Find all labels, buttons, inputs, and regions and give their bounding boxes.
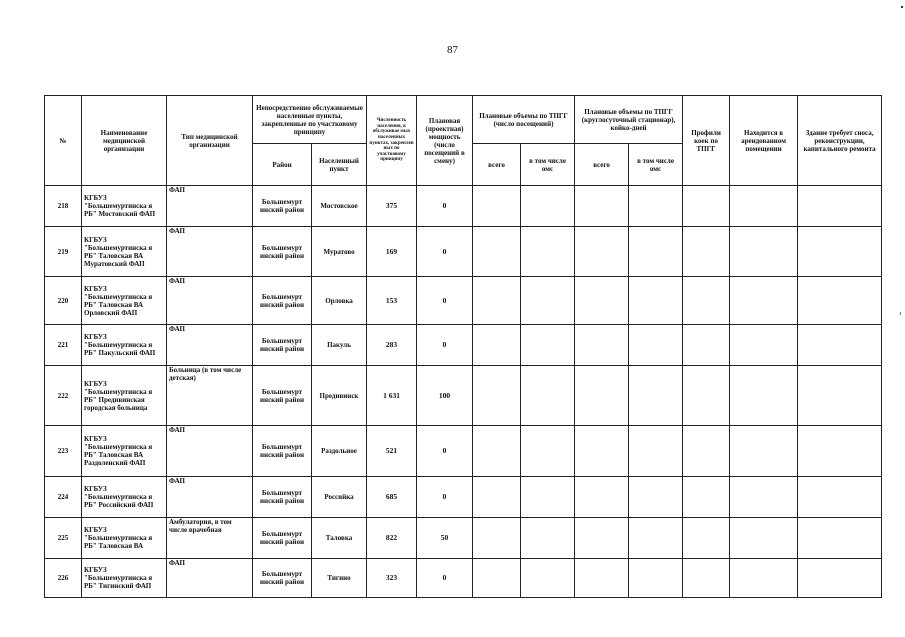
org-type: ФАП: [167, 227, 253, 277]
population: 375: [367, 186, 417, 227]
beds-cell: [683, 325, 730, 366]
hospital-total-cell: [575, 186, 629, 227]
visits-total-cell: [473, 227, 521, 277]
district: Большемурт инский район: [253, 186, 312, 227]
settlement: Раздольное: [312, 426, 367, 477]
capacity: 50: [417, 518, 473, 559]
population: 323: [367, 559, 417, 598]
capacity: 0: [417, 227, 473, 277]
hospital-total-cell: [575, 366, 629, 426]
table-row: [45, 325, 882, 366]
rented-cell: [730, 426, 798, 477]
header-org: Наименование медицинской организации: [82, 96, 167, 186]
row-number: 225: [45, 518, 82, 559]
org-type: ФАП: [167, 186, 253, 227]
table-row: [45, 477, 882, 518]
header-rented: Находится в арендованном помещении: [730, 96, 798, 186]
hospital-oms-cell: [629, 518, 683, 559]
district: Большемурт инский район: [253, 426, 312, 477]
org-type: ФАП: [167, 559, 253, 598]
org-name: КГБУЗ "Большемуртинска я РБ" Таловская ВА Муратовский ФАП: [82, 227, 167, 277]
header-hospital-oms: в том числе омс: [629, 144, 683, 186]
population: 685: [367, 477, 417, 518]
header-visits: Плановые объемы по ТПГГ (число посещений): [473, 96, 575, 144]
hospital-oms-cell: [629, 186, 683, 227]
org-type: Больница (в том числе детская): [167, 366, 253, 426]
hospital-total-cell: [575, 426, 629, 477]
repair-cell: [798, 325, 882, 366]
org-type: ФАП: [167, 477, 253, 518]
row-number: 226: [45, 559, 82, 598]
visits-oms-cell: [521, 426, 575, 477]
hospital-total-cell: [575, 277, 629, 325]
table-row: [45, 426, 882, 477]
visits-oms-cell: [521, 559, 575, 598]
org-name: КГБУЗ "Большемуртинска я РБ" Таловская ВА: [82, 518, 167, 559]
settlement: Орловка: [312, 277, 367, 325]
district: Большемурт инский район: [253, 277, 312, 325]
header-capacity: Плановая (проектная) мощность (число посещений в смену): [417, 96, 473, 186]
visits-total-cell: [473, 325, 521, 366]
repair-cell: [798, 227, 882, 277]
beds-cell: [683, 227, 730, 277]
row-number: 224: [45, 477, 82, 518]
scan-mark: [901, 6, 903, 8]
table-row: [45, 559, 882, 598]
district: Большемурт инский район: [253, 325, 312, 366]
facilities-table: [44, 95, 882, 598]
repair-cell: [798, 426, 882, 477]
table-row: [45, 277, 882, 325]
row-number: 218: [45, 186, 82, 227]
hospital-oms-cell: [629, 277, 683, 325]
settlement: Таловка: [312, 518, 367, 559]
visits-oms-cell: [521, 325, 575, 366]
settlement: Тигино: [312, 559, 367, 598]
org-name: КГБУЗ "Большемуртинска я РБ" Таловская ВА Раздоленский ФАП: [82, 426, 167, 477]
visits-total-cell: [473, 366, 521, 426]
population: 169: [367, 227, 417, 277]
settlement: Мостовское: [312, 186, 367, 227]
beds-cell: [683, 518, 730, 559]
hospital-oms-cell: [629, 559, 683, 598]
header-district: Район: [253, 144, 312, 186]
repair-cell: [798, 477, 882, 518]
hospital-total-cell: [575, 518, 629, 559]
row-number: 222: [45, 366, 82, 426]
visits-oms-cell: [521, 477, 575, 518]
district: Большемурт инский район: [253, 559, 312, 598]
settlement: Муратово: [312, 227, 367, 277]
visits-total-cell: [473, 559, 521, 598]
visits-oms-cell: [521, 277, 575, 325]
header-repair: Здание требует сноса, реконструкции, капитального ремонта: [798, 96, 882, 186]
table-row: [45, 366, 882, 426]
visits-total-cell: [473, 426, 521, 477]
org-name: КГБУЗ "Большемуртинска я РБ" Российский ФАП: [82, 477, 167, 518]
visits-oms-cell: [521, 227, 575, 277]
org-name: КГБУЗ "Большемуртинска я РБ" Тигинский ФАП: [82, 559, 167, 598]
rented-cell: [730, 227, 798, 277]
org-type: ФАП: [167, 426, 253, 477]
settlement: Пакуль: [312, 325, 367, 366]
beds-cell: [683, 186, 730, 227]
org-type: Амбулатория, в том числе врачебная: [167, 518, 253, 559]
header-visits-oms: в том числе омс: [521, 144, 575, 186]
population: 1 631: [367, 366, 417, 426]
beds-cell: [683, 559, 730, 598]
settlement: Российка: [312, 477, 367, 518]
header-hospital: Плановые объемы по ТПГГ (круглосуточный стационар), койко-дней: [575, 96, 683, 144]
settlement: Предивинск: [312, 366, 367, 426]
rented-cell: [730, 325, 798, 366]
visits-oms-cell: [521, 186, 575, 227]
header-beds: Профили коек по ТПГГ: [683, 96, 730, 186]
rented-cell: [730, 559, 798, 598]
population: 521: [367, 426, 417, 477]
row-number: 219: [45, 227, 82, 277]
population: 153: [367, 277, 417, 325]
repair-cell: [798, 277, 882, 325]
page-number: 87: [447, 44, 458, 56]
beds-cell: [683, 366, 730, 426]
capacity: 0: [417, 186, 473, 227]
hospital-oms-cell: [629, 426, 683, 477]
rented-cell: [730, 186, 798, 227]
row-number: 220: [45, 277, 82, 325]
rented-cell: [730, 518, 798, 559]
hospital-total-cell: [575, 325, 629, 366]
rented-cell: [730, 277, 798, 325]
header-settlement: Населенный пункт: [312, 144, 367, 186]
visits-oms-cell: [521, 366, 575, 426]
capacity: 0: [417, 477, 473, 518]
org-type: ФАП: [167, 325, 253, 366]
district: Большемурт инский район: [253, 366, 312, 426]
visits-total-cell: [473, 477, 521, 518]
org-name: КГБУЗ "Большемуртинска я РБ" Мостовский ФАП: [82, 186, 167, 227]
population: 283: [367, 325, 417, 366]
table-row: [45, 518, 882, 559]
visits-total-cell: [473, 186, 521, 227]
repair-cell: [798, 518, 882, 559]
table-row: [45, 186, 882, 227]
population: 822: [367, 518, 417, 559]
hospital-total-cell: [575, 559, 629, 598]
beds-cell: [683, 477, 730, 518]
hospital-oms-cell: [629, 366, 683, 426]
visits-oms-cell: [521, 518, 575, 559]
org-type: ФАП: [167, 277, 253, 325]
capacity: 0: [417, 325, 473, 366]
repair-cell: [798, 559, 882, 598]
org-name: КГБУЗ "Большемуртинска я РБ" Таловская ВА Орловский ФАП: [82, 277, 167, 325]
district: Большемурт инский район: [253, 477, 312, 518]
scan-mark: [900, 312, 901, 315]
visits-total-cell: [473, 277, 521, 325]
table-row: [45, 227, 882, 277]
capacity: 100: [417, 366, 473, 426]
org-name: КГБУЗ "Большемуртинска я РБ" Пакульский ФАП: [82, 325, 167, 366]
hospital-total-cell: [575, 477, 629, 518]
capacity: 0: [417, 426, 473, 477]
repair-cell: [798, 186, 882, 227]
header-population: Численность населения, в обслуживае мых населенных пунктах, закреплен ных по участковому принципу: [367, 96, 417, 186]
header-visits-total: всего: [473, 144, 521, 186]
hospital-oms-cell: [629, 477, 683, 518]
header-hospital-total: всего: [575, 144, 629, 186]
visits-total-cell: [473, 518, 521, 559]
hospital-oms-cell: [629, 325, 683, 366]
row-number: 221: [45, 325, 82, 366]
header-type: Тип медицинской организации: [167, 96, 253, 186]
hospital-total-cell: [575, 227, 629, 277]
beds-cell: [683, 277, 730, 325]
rented-cell: [730, 477, 798, 518]
org-name: КГБУЗ "Большемуртинска я РБ" Предивинская городская больница: [82, 366, 167, 426]
capacity: 0: [417, 559, 473, 598]
repair-cell: [798, 366, 882, 426]
district: Большемурт инский район: [253, 227, 312, 277]
beds-cell: [683, 426, 730, 477]
row-number: 223: [45, 426, 82, 477]
district: Большемурт инский район: [253, 518, 312, 559]
header-served: Непосредственно обслуживаемые населенные пункты, закрепленные по участковому принципу: [253, 96, 367, 144]
capacity: 0: [417, 277, 473, 325]
header-no: №: [45, 96, 82, 186]
rented-cell: [730, 366, 798, 426]
table-body: [45, 186, 882, 598]
hospital-oms-cell: [629, 227, 683, 277]
